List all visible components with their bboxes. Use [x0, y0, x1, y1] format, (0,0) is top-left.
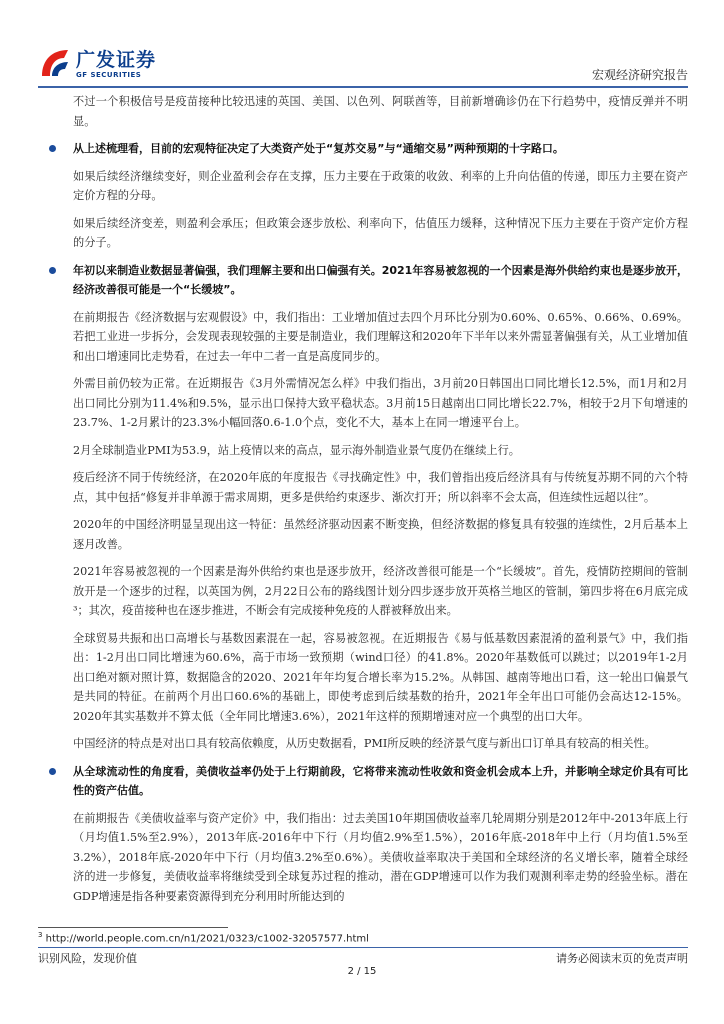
paragraph: [36, 468, 688, 507]
paragraph-text: 全球贸易共振和出口高增长与基数因素混在一起，容易被忽视。在近期报告《易与低基数因素混淆的盈利景气》中，我们指出：1-2月出口同比增速为60.6%，高于市场一致预期（wind口径）的41.8%。2020年基数低可以跳过；以2019年1-2月出口绝对额对照计算，数据隐含的2020、2021年年均复合增长率为15.2%。从韩国、越南等地出口看，这一轮出口偏景气是共同的特征。在前两个月出口60.6%的基础上，即使考虑到后续基数的抬升，2021年全年出口可能仍会高达12-15%。2020年其实基数并不算太低（全年同比增速3.6%），2021年这样的预期增速对应一个典型的出口大年。: [73, 631, 688, 723]
page-header: [38, 44, 688, 88]
gf-logo-icon: [38, 46, 72, 80]
report-body: [36, 92, 688, 914]
company-logo: [38, 44, 168, 84]
paragraph-text: 如果后续经济变差，则盈利会承压；但政策会逐步放松、利率向下，估值压力缓释，这种情况下压力主要在于资产定价方程的分子。: [73, 216, 688, 249]
logo-chinese-name: 广发证券: [76, 49, 157, 71]
paragraph: [36, 734, 688, 754]
footnote-divider: [38, 927, 228, 928]
paragraph-text: 外需目前仍较为正常。在近期报告《3月外需情况怎么样》中我们指出，3月前20日韩国出口同比增长12.5%，而1月和2月出口同比分别为11.4%和9.5%，显示出口保持大致平稳状态。3月前15日越南出口同比增长22.7%，相较于2月下旬增速的23.7%、1-2月累计的23.3%小幅回落0.6-1.0个点，变化不大，基本上在同一增速平台上。: [73, 377, 688, 429]
paragraph-text: 2021年容易被忽视的一个因素是海外供给约束也是逐步放开，经济改善很可能是一个“长缓坡”。首先，疫情防控期间的管制放开是一个逐步的过程，以英国为例，2月22日公布的路线图计划分四步逐步放开英格兰地区的管制，第四步将在6月底完成³；其次，疫苗接种也在逐步推进，不断会有完成接种免疫的人群被释放出来。: [73, 565, 688, 617]
report-type-label: 宏观经济研究报告: [591, 68, 688, 82]
paragraph-text: 不过一个积极信号是疫苗接种比较迅速的英国、美国、以色列、阿联酋等，目前新增确诊仍在下行趋势中，疫情反弹并不明显。: [73, 95, 688, 128]
paragraph-text: 如果后续经济继续变好，则企业盈利会存在支撑，压力主要在于政策的收敛、利率的上升向估值的传递，即压力主要在资产定价方程的分母。: [73, 169, 688, 202]
paragraph-text: 在前期报告《经济数据与宏观假设》中，我们指出：工业增加值过去四个月环比分别为0.60%、0.65%、0.66%、0.69%。若把工业进一步拆分，会发现表现较强的主要是制造业，我们理解这和2020年下半年以来外需显著偏强有关，从工业增加值和出口增速同比走势看，在过去一年中二者一直是高度同步的。: [73, 310, 688, 363]
paragraph: [36, 167, 688, 206]
paragraph: [36, 809, 688, 907]
key-point: [36, 139, 688, 159]
paragraph: [36, 374, 688, 433]
bullet-dot-icon: [49, 145, 56, 152]
paragraph-text: 2月全球制造业PMI为53.9，站上疫情以来的高点，显示海外制造业景气度仍在继续上行。: [73, 443, 520, 457]
footer-divider: [38, 947, 688, 948]
paragraph: [36, 562, 688, 621]
key-point-text: 年初以来制造业数据显著偏强，我们理解主要和出口偏强有关。2021年容易被忽视的一个因素是海外供给约束也是逐步放开，经济改善很可能是一个“长缓坡”。: [73, 263, 688, 296]
logo-english-name: GF SECURITIES: [76, 71, 142, 79]
bullet-dot-icon: [49, 267, 56, 274]
footnote-marker: 3: [38, 931, 43, 939]
key-point: [36, 261, 688, 300]
paragraph: [36, 515, 688, 554]
paragraph: [36, 214, 688, 253]
footnote: [38, 931, 369, 944]
paragraph: [36, 441, 688, 461]
footnote-link[interactable]: http://world.people.com.cn/n1/2021/0323/c1002-32057577.html: [45, 933, 369, 945]
key-point-text: 从全球流动性的角度看，美债收益率仍处于上行期前段，它将带来流动性收敛和资金机会成本上升，并影响全球定价具有可比性的资产估值。: [73, 764, 688, 797]
paragraph: [36, 92, 688, 131]
key-point-text: 从上述梳理看，目前的宏观特征决定了大类资产处于“复苏交易”与“通缩交易”两种预期的十字路口。: [73, 142, 564, 155]
key-point: [36, 762, 688, 801]
header-divider: [38, 86, 688, 88]
footer-slogan: 识别风险，发现价值: [38, 952, 137, 965]
bullet-dot-icon: [49, 768, 56, 775]
footer-disclaimer: 请务必阅读末页的免责声明: [556, 952, 688, 965]
paragraph: [36, 308, 688, 367]
paragraph: [36, 629, 688, 727]
paragraph-text: 中国经济的特点是对出口具有较高依赖度，从历史数据看，PMI所反映的经济景气度与新出口订单具有较高的相关性。: [73, 737, 656, 750]
paragraph-text: 在前期报告《美债收益率与资产定价》中，我们指出：过去美国10年期国债收益率几轮周期分别是2012年中-2013年底上行（月均值1.5%至2.9%），2013年底-2016年中下行（月均值2.9%至1.5%），2016年底-2018年中上行（月均值1.5%至3.2%），2018年底-2020年中下行（月均值3.2%至0.6%）。美债收益率取决于美国和全球经济的名义增长率，随着全球经济的进一步修复，美债收益率将继续受到全球复苏过程的推动，潜在GDP增速可以作为我们观测利率走势的经验坐标。潜在GDP增速是指各种要素资源得到充分利用时所能达到的: [73, 811, 688, 903]
paragraph-text: 2020年的中国经济明显呈现出这一特征：虽然经济驱动因素不断变换，但经济数据的修复具有较强的连续性，2月后基本上逐月改善。: [73, 518, 688, 551]
page-number: 2 / 15: [347, 966, 377, 977]
paragraph-text: 疫后经济不同于传统经济，在2020年底的年度报告《寻找确定性》中，我们曾指出疫后经济具有与传统复苏期不同的六个特点，其中包括“修复并非单源于需求周期，更多是供给约束逐步、渐次打开；所以斜率不会太高，但连续性远超以往”。: [73, 471, 688, 504]
